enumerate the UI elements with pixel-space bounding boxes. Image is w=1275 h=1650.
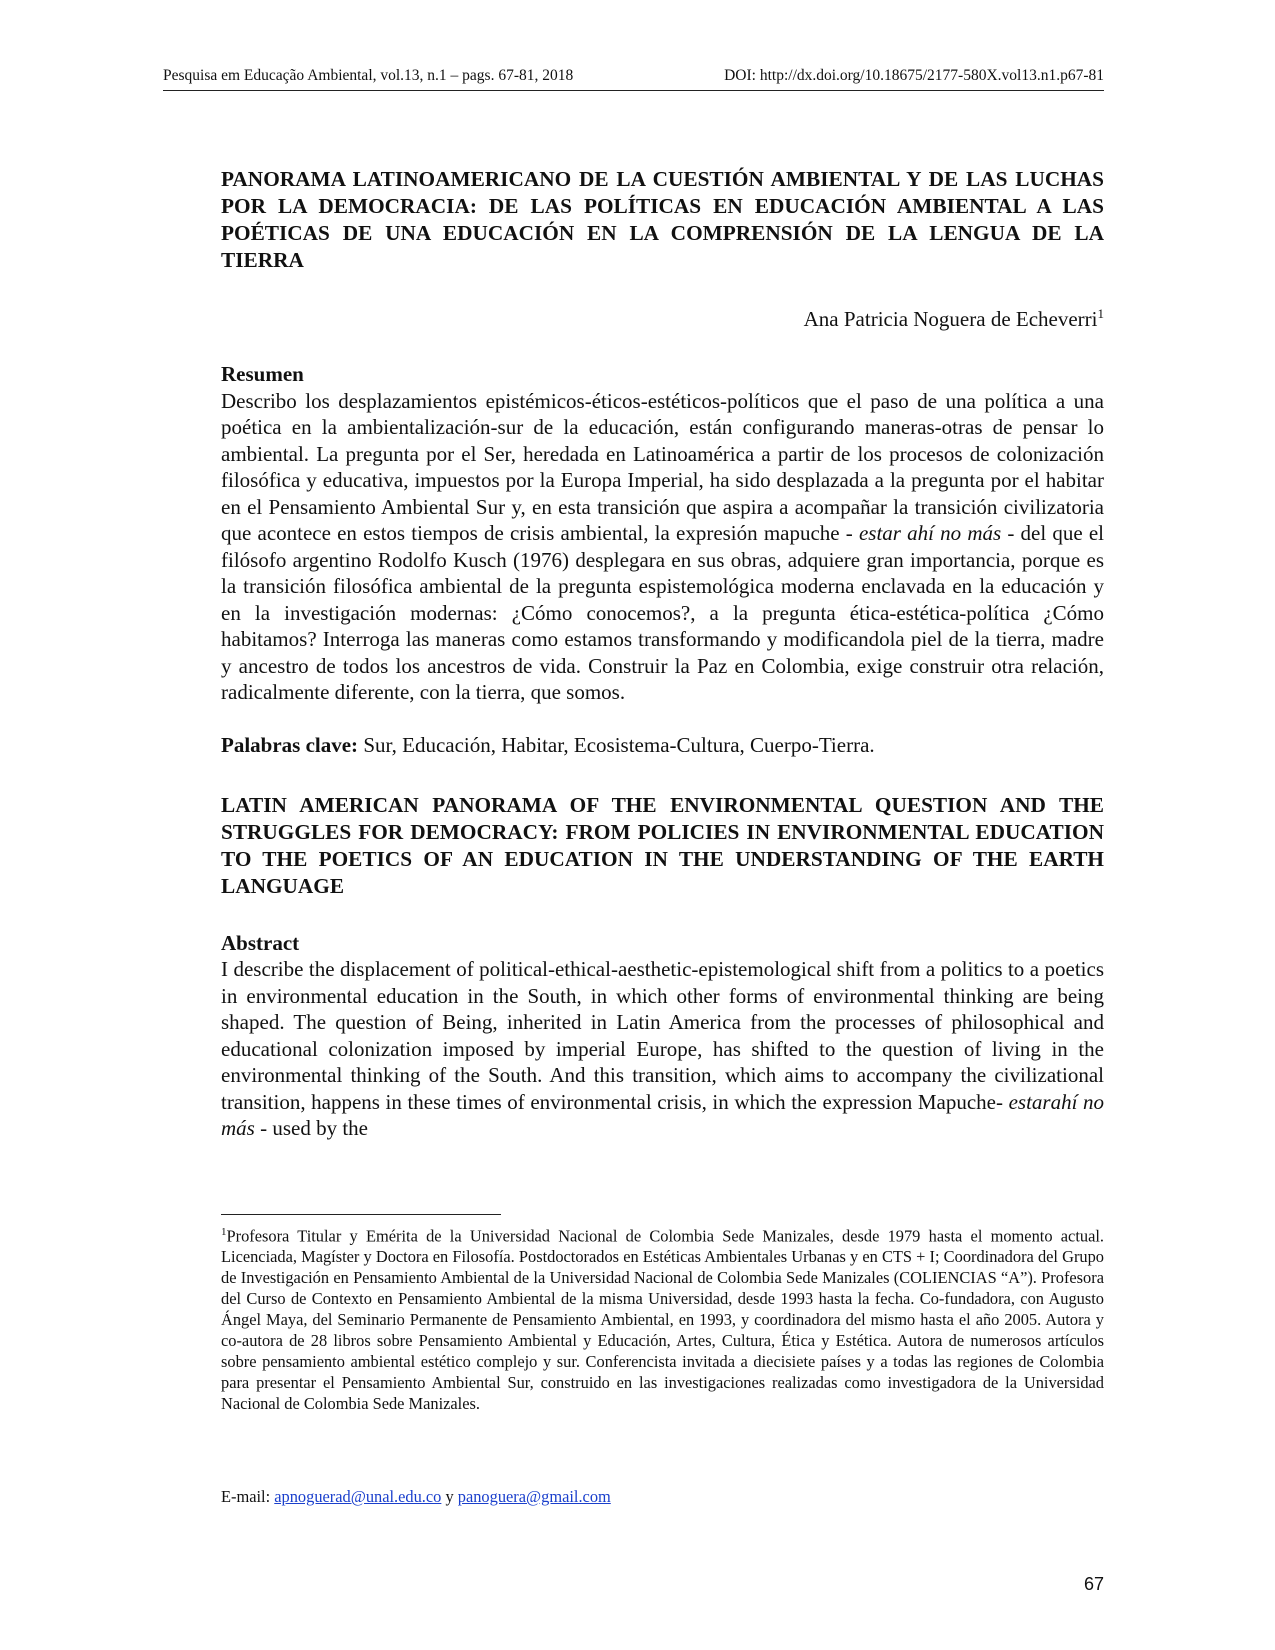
footnote-separator: [221, 1214, 501, 1215]
header-journal-info: Pesquisa em Educação Ambiental, vol.13, n.1 – pags. 67-81, 2018: [163, 67, 574, 84]
page-number: 67: [1083, 1574, 1104, 1594]
email-link-gmail[interactable]: panoguera@gmail.com: [457, 1487, 611, 1506]
author-name: Ana Patricia Noguera de Echeverri: [803, 307, 1098, 331]
abstract-text: [221, 956, 1104, 1142]
title-english: LATIN AMERICAN PANORAMA OF THE ENVIRONMENTAL QUESTION AND THE STRUGGLES FOR DEMOCRACY: FROM POLICIES IN ENVIRONMENTAL EDUCATION TO THE POETICS OF AN EDUCATION IN THE UNDERSTANDING OF THE EARTH LANGUAGE: [221, 792, 1104, 898]
title-spanish: PANORAMA LATINOAMERICANO DE LA CUESTIÓN AMBIENTAL Y DE LAS LUCHAS POR LA DEMOCRACIA: DE LAS POLÍTICAS EN EDUCACIÓN AMBIENTAL A LAS POÉTICAS DE UNA EDUCACIÓN EN LA COMPRENSIÓN DE LA LENGUA DE LA TIERRA: [221, 167, 1104, 272]
header-doi: DOI: http://dx.doi.org/10.18675/2177-580X.vol13.n1.p67-81: [724, 67, 1104, 84]
footnote-mark: 1: [221, 1226, 227, 1238]
email-line: [221, 1486, 611, 1507]
resumen-text: [221, 388, 1104, 706]
footnote: [221, 1222, 1104, 1414]
resumen-italic-expression: estar ahí no más: [858, 521, 1002, 545]
author-footnote-mark: 1: [1097, 306, 1104, 321]
running-header: [163, 66, 1104, 91]
keywords-label: Palabras clave:: [221, 732, 359, 757]
resumen-heading: Resumen: [221, 362, 304, 386]
resumen-text-part2: - del que el filósofo argentino Rodolfo Kusch (1976) desplegara en sus obras, adquiere gran importancia, porque es la transición filosófica ambiental de la pregunta espistemológica moderna enclavada en la educación y en la investigación modernas: ¿Cómo conocemos?, a la pregunta ética-estética-política ¿Cómo habitamos? Interroga las maneras como estamos transformando y modificandola piel de la tierra, madre y ancestro de todos los ancestros de vida. Construir la Paz en Colombia, exige construir otra relación, radicalmente diferente, con la tierra, que somos.: [221, 521, 1104, 704]
email-link-unal[interactable]: apnoguerad@unal.edu.co: [274, 1487, 442, 1506]
abstract-italic-expression: estarahí no más: [221, 1089, 1104, 1140]
abstract-heading: Abstract: [221, 930, 300, 955]
keywords: [221, 732, 1104, 758]
article-body: [221, 166, 1104, 1142]
abstract-text-part1: I describe the displacement of political-ethical-aesthetic-epistemological shift from a politics to a poetics in environmental education in the South, in which other forms of environmental thinking are being shaped. The question of Being, inherited in Latin America from the processes of philosophical and educational colonization imposed by imperial Europe, has shifted to the question of living in the environmental thinking of the South. And this transition, which aims to accompany the civilizational transition, happens in these times of environmental crisis, in which the expression Mapuche-: [221, 957, 1104, 1114]
author-line: [221, 300, 1104, 333]
footnote-text: Profesora Titular y Emérita de la Universidad Nacional de Colombia Sede Manizales, desde 1979 hasta el momento actual. Licenciada, Magíster y Doctora en Filosofía. Postdoctorados en Estéticas Ambientales Urbanas y en CTS + I; Coordinadora del Grupo de Investigación en Pensamiento Ambiental de la Universidad Nacional de Colombia Sede Manizales (COLIENCIAS “A”). Profesora del Curso de Contexto en Pensamiento Ambiental de la misma Universidad, desde 1993 hasta la fecha. Co-fundadora, con Augusto Ángel Maya, del Seminario Permanente de Pensamiento Ambiental, en 1993, y coordinadora del mismo hasta el año 2005. Autora y co-autora de 28 libros sobre Pensamiento Ambiental y Educación, Artes, Cultura, Ética y Estética. Autora de numerosos artículos sobre pensamiento ambiental estético complejo y sur. Conferencista invitada a diecisiete países y a todas las regiones de Colombia para presentar el Pensamiento Ambiental Sur, construido en las investigaciones realizadas como investigadora de la Universidad Nacional de Colombia Sede Manizales.: [221, 1226, 1104, 1414]
keywords-value: Sur, Educación, Habitar, Ecosistema-Cultura, Cuerpo-Tierra.: [358, 732, 875, 757]
abstract-text-part2: - used by the: [254, 1116, 368, 1140]
email-label: E-mail:: [221, 1487, 275, 1506]
resumen-text-part1: Describo los desplazamientos epistémicos-éticos-estéticos-políticos que el paso de una política a una poética en la ambientalización-sur de la educación, están configurando maneras-otras de pensar lo ambiental. La pregunta por el Ser, heredada en Latinoamérica a partir de los procesos de colonización filosófica y educativa, impuestos por la Europa Imperial, ha sido desplazada a la pregunta por el habitar en el Pensamiento Ambiental Sur y, en esta transición que aspira a acompañar la transición civilizatoria que acontece en estos tiempos de crisis ambiental, la expresión mapuche -: [221, 388, 1104, 545]
email-conjunction: y: [441, 1487, 458, 1506]
